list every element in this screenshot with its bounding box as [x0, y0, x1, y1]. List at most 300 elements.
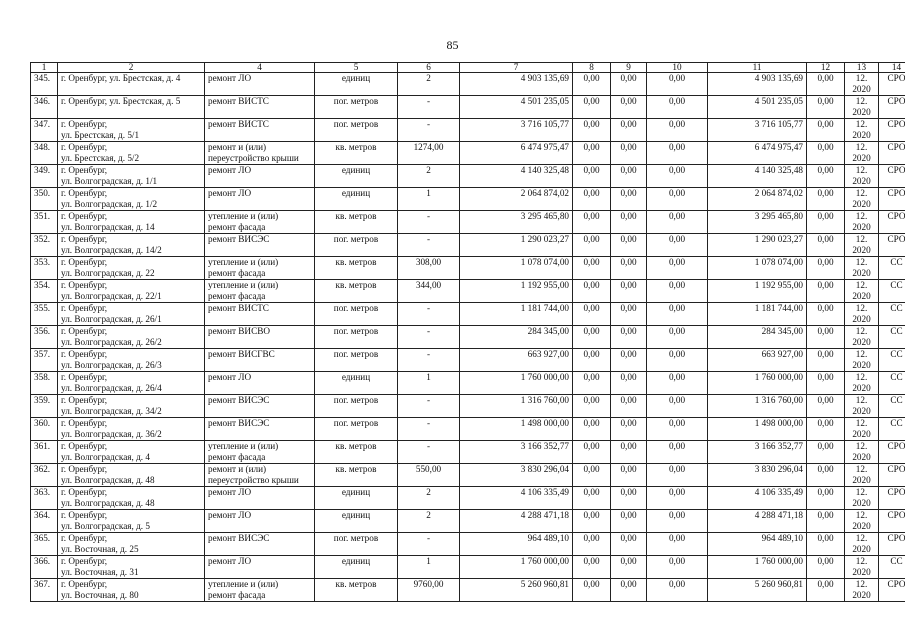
- table-body: [31, 73, 905, 602]
- amount-cell: 0,00: [647, 188, 708, 211]
- work-type-cell: ремонт ВИСЭС: [205, 234, 315, 257]
- address-cell: г. Оренбург, ул. Волгоградская, д. 1/1: [58, 165, 205, 188]
- work-type-cell: ремонт ВИСЭС: [205, 418, 315, 441]
- amount-cell: 0,00: [611, 372, 647, 395]
- completion-date-cell: 12. 2020: [845, 441, 879, 464]
- amount-cell: 0,00: [573, 119, 611, 142]
- row-number: 356.: [31, 326, 58, 349]
- fund-method-cell: СРО: [879, 165, 905, 188]
- total-cost-cell: 3 716 105,77: [460, 119, 573, 142]
- amount-cell: 0,00: [611, 142, 647, 165]
- amount-cell: 0,00: [807, 464, 845, 487]
- amount-cell: 0,00: [807, 372, 845, 395]
- amount-cell: 0,00: [573, 487, 611, 510]
- quantity-cell: 1274,00: [398, 142, 460, 165]
- work-type-cell: ремонт ВИСЭС: [205, 533, 315, 556]
- total-cost-cell: 5 260 960,81: [460, 579, 573, 602]
- row-number: 354.: [31, 280, 58, 303]
- amount-cell: 0,00: [573, 326, 611, 349]
- address-cell: г. Оренбург, ул. Волгоградская, д. 26/1: [58, 303, 205, 326]
- total-cost-cell: 663 927,00: [460, 349, 573, 372]
- amount-cell: 0,00: [647, 579, 708, 602]
- fund-cost-cell: 1 181 744,00: [708, 303, 807, 326]
- amount-cell: 0,00: [807, 234, 845, 257]
- fund-cost-cell: 1 760 000,00: [708, 556, 807, 579]
- unit-cell: единиц: [315, 188, 398, 211]
- amount-cell: 0,00: [647, 303, 708, 326]
- completion-date-cell: 12. 2020: [845, 188, 879, 211]
- fund-method-cell: СС: [879, 303, 905, 326]
- total-cost-cell: 1 760 000,00: [460, 372, 573, 395]
- amount-cell: 0,00: [647, 96, 708, 119]
- amount-cell: 0,00: [647, 119, 708, 142]
- table-row: [31, 234, 905, 257]
- fund-method-cell: СРО: [879, 441, 905, 464]
- fund-cost-cell: 4 288 471,18: [708, 510, 807, 533]
- amount-cell: 0,00: [573, 556, 611, 579]
- row-number: 346.: [31, 96, 58, 119]
- amount-cell: 0,00: [573, 96, 611, 119]
- amount-cell: 0,00: [807, 579, 845, 602]
- address-cell: г. Оренбург, ул. Волгоградская, д. 14/2: [58, 234, 205, 257]
- amount-cell: 0,00: [647, 234, 708, 257]
- work-type-cell: утепление и (или) ремонт фасада: [205, 211, 315, 234]
- amount-cell: 0,00: [573, 395, 611, 418]
- fund-cost-cell: 1 290 023,27: [708, 234, 807, 257]
- table-row: [31, 211, 905, 234]
- total-cost-cell: 1 192 955,00: [460, 280, 573, 303]
- total-cost-cell: 2 064 874,02: [460, 188, 573, 211]
- fund-cost-cell: 284 345,00: [708, 326, 807, 349]
- column-header: 13: [845, 63, 879, 73]
- total-cost-cell: 3 166 352,77: [460, 441, 573, 464]
- unit-cell: кв. метров: [315, 441, 398, 464]
- table-row: [31, 326, 905, 349]
- unit-cell: пог. метров: [315, 349, 398, 372]
- unit-cell: единиц: [315, 487, 398, 510]
- fund-cost-cell: 964 489,10: [708, 533, 807, 556]
- column-header: 4: [205, 63, 315, 73]
- amount-cell: 0,00: [647, 326, 708, 349]
- amount-cell: 0,00: [573, 464, 611, 487]
- amount-cell: 0,00: [573, 165, 611, 188]
- amount-cell: 0,00: [573, 211, 611, 234]
- amount-cell: 0,00: [807, 96, 845, 119]
- amount-cell: 0,00: [647, 487, 708, 510]
- work-type-cell: утепление и (или) ремонт фасада: [205, 280, 315, 303]
- fund-cost-cell: 3 295 465,80: [708, 211, 807, 234]
- fund-cost-cell: 3 166 352,77: [708, 441, 807, 464]
- amount-cell: 0,00: [611, 188, 647, 211]
- address-cell: г. Оренбург, ул. Волгоградская, д. 48: [58, 487, 205, 510]
- total-cost-cell: 1 316 760,00: [460, 395, 573, 418]
- fund-cost-cell: 1 498 000,00: [708, 418, 807, 441]
- unit-cell: единиц: [315, 73, 398, 96]
- address-cell: г. Оренбург, ул. Волгоградская, д. 26/4: [58, 372, 205, 395]
- completion-date-cell: 12. 2020: [845, 211, 879, 234]
- unit-cell: кв. метров: [315, 280, 398, 303]
- column-header: 12: [807, 63, 845, 73]
- amount-cell: 0,00: [611, 119, 647, 142]
- column-header: 1: [31, 63, 58, 73]
- unit-cell: пог. метров: [315, 303, 398, 326]
- completion-date-cell: 12. 2020: [845, 234, 879, 257]
- completion-date-cell: 12. 2020: [845, 372, 879, 395]
- table-row: [31, 303, 905, 326]
- work-type-cell: ремонт ВИСГВС: [205, 349, 315, 372]
- fund-cost-cell: 6 474 975,47: [708, 142, 807, 165]
- quantity-cell: 1: [398, 188, 460, 211]
- quantity-cell: -: [398, 441, 460, 464]
- amount-cell: 0,00: [611, 441, 647, 464]
- amount-cell: 0,00: [647, 73, 708, 96]
- total-cost-cell: 1 290 023,27: [460, 234, 573, 257]
- work-type-cell: ремонт ВИСТС: [205, 119, 315, 142]
- amount-cell: 0,00: [647, 533, 708, 556]
- address-cell: г. Оренбург, ул. Волгоградская, д. 1/2: [58, 188, 205, 211]
- unit-cell: кв. метров: [315, 142, 398, 165]
- completion-date-cell: 12. 2020: [845, 510, 879, 533]
- column-header: 2: [58, 63, 205, 73]
- amount-cell: 0,00: [611, 165, 647, 188]
- amount-cell: 0,00: [573, 280, 611, 303]
- column-header: 6: [398, 63, 460, 73]
- quantity-cell: 2: [398, 165, 460, 188]
- unit-cell: пог. метров: [315, 96, 398, 119]
- amount-cell: 0,00: [807, 441, 845, 464]
- completion-date-cell: 12. 2020: [845, 165, 879, 188]
- address-cell: г. Оренбург, ул. Волгоградская, д. 14: [58, 211, 205, 234]
- quantity-cell: -: [398, 96, 460, 119]
- completion-date-cell: 12. 2020: [845, 395, 879, 418]
- amount-cell: 0,00: [807, 326, 845, 349]
- table-row: [31, 119, 905, 142]
- amount-cell: 0,00: [611, 257, 647, 280]
- work-type-cell: ремонт и (или) переустройство крыши: [205, 464, 315, 487]
- address-cell: г. Оренбург, ул. Волгоградская, д. 34/2: [58, 395, 205, 418]
- amount-cell: 0,00: [611, 280, 647, 303]
- amount-cell: 0,00: [611, 349, 647, 372]
- table-row: [31, 556, 905, 579]
- amount-cell: 0,00: [647, 510, 708, 533]
- work-type-cell: утепление и (или) ремонт фасада: [205, 441, 315, 464]
- amount-cell: 0,00: [647, 556, 708, 579]
- unit-cell: пог. метров: [315, 533, 398, 556]
- unit-cell: единиц: [315, 510, 398, 533]
- quantity-cell: 308,00: [398, 257, 460, 280]
- row-number: 355.: [31, 303, 58, 326]
- amount-cell: 0,00: [573, 73, 611, 96]
- amount-cell: 0,00: [647, 165, 708, 188]
- work-type-cell: ремонт ЛО: [205, 510, 315, 533]
- fund-cost-cell: 3 830 296,04: [708, 464, 807, 487]
- amount-cell: 0,00: [647, 211, 708, 234]
- row-number: 366.: [31, 556, 58, 579]
- row-number: 361.: [31, 441, 58, 464]
- amount-cell: 0,00: [647, 395, 708, 418]
- fund-cost-cell: 4 106 335,49: [708, 487, 807, 510]
- completion-date-cell: 12. 2020: [845, 464, 879, 487]
- address-cell: г. Оренбург, ул. Волгоградская, д. 4: [58, 441, 205, 464]
- work-type-cell: ремонт ВИСВО: [205, 326, 315, 349]
- fund-method-cell: СРО: [879, 234, 905, 257]
- address-cell: г. Оренбург, ул. Волгоградская, д. 22/1: [58, 280, 205, 303]
- column-header: 14: [879, 63, 905, 73]
- row-number: 367.: [31, 579, 58, 602]
- work-type-cell: ремонт ВИСТС: [205, 303, 315, 326]
- table-row: [31, 96, 905, 119]
- completion-date-cell: 12. 2020: [845, 579, 879, 602]
- column-header: 5: [315, 63, 398, 73]
- amount-cell: 0,00: [611, 234, 647, 257]
- table-row: [31, 73, 905, 96]
- row-number: 352.: [31, 234, 58, 257]
- amount-cell: 0,00: [807, 303, 845, 326]
- fund-method-cell: СРО: [879, 211, 905, 234]
- address-cell: г. Оренбург, ул. Брестская, д. 5/1: [58, 119, 205, 142]
- address-cell: г. Оренбург, ул. Восточная, д. 80: [58, 579, 205, 602]
- unit-cell: пог. метров: [315, 418, 398, 441]
- completion-date-cell: 12. 2020: [845, 487, 879, 510]
- fund-method-cell: СРО: [879, 73, 905, 96]
- fund-cost-cell: 1 078 074,00: [708, 257, 807, 280]
- completion-date-cell: 12. 2020: [845, 142, 879, 165]
- table-row: [31, 257, 905, 280]
- amount-cell: 0,00: [611, 533, 647, 556]
- total-cost-cell: 4 140 325,48: [460, 165, 573, 188]
- row-number: 345.: [31, 73, 58, 96]
- amount-cell: 0,00: [807, 188, 845, 211]
- address-cell: г. Оренбург, ул. Брестская, д. 5: [58, 96, 205, 119]
- table-row: [31, 188, 905, 211]
- row-number: 363.: [31, 487, 58, 510]
- table-row: [31, 510, 905, 533]
- amount-cell: 0,00: [611, 303, 647, 326]
- unit-cell: пог. метров: [315, 119, 398, 142]
- work-type-cell: утепление и (или) ремонт фасада: [205, 579, 315, 602]
- address-cell: г. Оренбург, ул. Брестская, д. 5/2: [58, 142, 205, 165]
- quantity-cell: -: [398, 211, 460, 234]
- completion-date-cell: 12. 2020: [845, 280, 879, 303]
- row-number: 364.: [31, 510, 58, 533]
- completion-date-cell: 12. 2020: [845, 418, 879, 441]
- work-type-cell: ремонт ВИСЭС: [205, 395, 315, 418]
- address-cell: г. Оренбург, ул. Восточная, д. 31: [58, 556, 205, 579]
- amount-cell: 0,00: [807, 349, 845, 372]
- amount-cell: 0,00: [611, 73, 647, 96]
- amount-cell: 0,00: [573, 418, 611, 441]
- amount-cell: 0,00: [647, 142, 708, 165]
- completion-date-cell: 12. 2020: [845, 73, 879, 96]
- amount-cell: 0,00: [573, 257, 611, 280]
- total-cost-cell: 4 288 471,18: [460, 510, 573, 533]
- work-type-cell: ремонт ЛО: [205, 556, 315, 579]
- quantity-cell: -: [398, 326, 460, 349]
- amount-cell: 0,00: [647, 418, 708, 441]
- address-cell: г. Оренбург, ул. Волгоградская, д. 26/3: [58, 349, 205, 372]
- row-number: 348.: [31, 142, 58, 165]
- fund-method-cell: СС: [879, 349, 905, 372]
- table-row: [31, 395, 905, 418]
- total-cost-cell: 1 498 000,00: [460, 418, 573, 441]
- completion-date-cell: 12. 2020: [845, 257, 879, 280]
- quantity-cell: -: [398, 533, 460, 556]
- fund-method-cell: СРО: [879, 579, 905, 602]
- unit-cell: пог. метров: [315, 395, 398, 418]
- work-type-cell: ремонт и (или) переустройство крыши: [205, 142, 315, 165]
- amount-cell: 0,00: [647, 441, 708, 464]
- fund-method-cell: СС: [879, 556, 905, 579]
- unit-cell: кв. метров: [315, 211, 398, 234]
- row-number: 365.: [31, 533, 58, 556]
- amount-cell: 0,00: [611, 395, 647, 418]
- unit-cell: единиц: [315, 556, 398, 579]
- amount-cell: 0,00: [611, 579, 647, 602]
- fund-method-cell: СРО: [879, 487, 905, 510]
- total-cost-cell: 3 830 296,04: [460, 464, 573, 487]
- amount-cell: 0,00: [807, 119, 845, 142]
- work-type-cell: утепление и (или) ремонт фасада: [205, 257, 315, 280]
- total-cost-cell: 1 078 074,00: [460, 257, 573, 280]
- amount-cell: 0,00: [573, 188, 611, 211]
- quantity-cell: -: [398, 234, 460, 257]
- fund-cost-cell: 5 260 960,81: [708, 579, 807, 602]
- amount-cell: 0,00: [807, 533, 845, 556]
- row-number: 353.: [31, 257, 58, 280]
- work-type-cell: ремонт ЛО: [205, 73, 315, 96]
- quantity-cell: -: [398, 349, 460, 372]
- table-row: [31, 418, 905, 441]
- unit-cell: кв. метров: [315, 579, 398, 602]
- table-row: [31, 280, 905, 303]
- fund-method-cell: СРО: [879, 142, 905, 165]
- fund-cost-cell: 1 192 955,00: [708, 280, 807, 303]
- amount-cell: 0,00: [611, 464, 647, 487]
- table-row: [31, 533, 905, 556]
- row-number: 362.: [31, 464, 58, 487]
- row-number: 360.: [31, 418, 58, 441]
- amount-cell: 0,00: [573, 579, 611, 602]
- quantity-cell: 1: [398, 556, 460, 579]
- amount-cell: 0,00: [807, 73, 845, 96]
- address-cell: г. Оренбург, ул. Волгоградская, д. 22: [58, 257, 205, 280]
- address-cell: г. Оренбург, ул. Брестская, д. 4: [58, 73, 205, 96]
- amount-cell: 0,00: [807, 211, 845, 234]
- fund-method-cell: СРО: [879, 533, 905, 556]
- amount-cell: 0,00: [573, 142, 611, 165]
- address-cell: г. Оренбург, ул. Восточная, д. 25: [58, 533, 205, 556]
- amount-cell: 0,00: [807, 142, 845, 165]
- amount-cell: 0,00: [807, 165, 845, 188]
- total-cost-cell: 1 181 744,00: [460, 303, 573, 326]
- column-number-row: [31, 63, 905, 73]
- quantity-cell: 2: [398, 487, 460, 510]
- total-cost-cell: 4 903 135,69: [460, 73, 573, 96]
- table-row: [31, 441, 905, 464]
- fund-method-cell: СРО: [879, 188, 905, 211]
- quantity-cell: -: [398, 119, 460, 142]
- total-cost-cell: 4 501 235,05: [460, 96, 573, 119]
- total-cost-cell: 964 489,10: [460, 533, 573, 556]
- quantity-cell: -: [398, 418, 460, 441]
- quantity-cell: 2: [398, 73, 460, 96]
- fund-method-cell: СС: [879, 280, 905, 303]
- fund-cost-cell: 1 316 760,00: [708, 395, 807, 418]
- table-row: [31, 372, 905, 395]
- amount-cell: 0,00: [573, 349, 611, 372]
- amount-cell: 0,00: [807, 418, 845, 441]
- fund-cost-cell: 1 760 000,00: [708, 372, 807, 395]
- completion-date-cell: 12. 2020: [845, 349, 879, 372]
- work-type-cell: ремонт ЛО: [205, 372, 315, 395]
- fund-cost-cell: 4 140 325,48: [708, 165, 807, 188]
- table-row: [31, 487, 905, 510]
- fund-cost-cell: 2 064 874,02: [708, 188, 807, 211]
- amount-cell: 0,00: [611, 326, 647, 349]
- amount-cell: 0,00: [647, 464, 708, 487]
- unit-cell: единиц: [315, 372, 398, 395]
- row-number: 358.: [31, 372, 58, 395]
- fund-cost-cell: 4 501 235,05: [708, 96, 807, 119]
- fund-method-cell: СС: [879, 418, 905, 441]
- row-number: 351.: [31, 211, 58, 234]
- amount-cell: 0,00: [647, 372, 708, 395]
- address-cell: г. Оренбург, ул. Волгоградская, д. 48: [58, 464, 205, 487]
- amount-cell: 0,00: [611, 96, 647, 119]
- total-cost-cell: 284 345,00: [460, 326, 573, 349]
- total-cost-cell: 6 474 975,47: [460, 142, 573, 165]
- row-number: 350.: [31, 188, 58, 211]
- completion-date-cell: 12. 2020: [845, 533, 879, 556]
- fund-method-cell: СС: [879, 257, 905, 280]
- amount-cell: 0,00: [647, 280, 708, 303]
- unit-cell: кв. метров: [315, 257, 398, 280]
- amount-cell: 0,00: [647, 349, 708, 372]
- completion-date-cell: 12. 2020: [845, 96, 879, 119]
- address-cell: г. Оренбург, ул. Волгоградская, д. 26/2: [58, 326, 205, 349]
- column-header: 7: [460, 63, 573, 73]
- fund-cost-cell: 663 927,00: [708, 349, 807, 372]
- table-row: [31, 349, 905, 372]
- amount-cell: 0,00: [807, 556, 845, 579]
- unit-cell: пог. метров: [315, 234, 398, 257]
- total-cost-cell: 3 295 465,80: [460, 211, 573, 234]
- address-cell: г. Оренбург, ул. Волгоградская, д. 5: [58, 510, 205, 533]
- capital-repair-table: [30, 62, 905, 602]
- completion-date-cell: 12. 2020: [845, 326, 879, 349]
- fund-cost-cell: 4 903 135,69: [708, 73, 807, 96]
- table-row: [31, 464, 905, 487]
- page-number: 85: [446, 38, 459, 52]
- fund-method-cell: СС: [879, 326, 905, 349]
- column-header: 10: [647, 63, 708, 73]
- fund-method-cell: СС: [879, 372, 905, 395]
- row-number: 357.: [31, 349, 58, 372]
- amount-cell: 0,00: [807, 510, 845, 533]
- completion-date-cell: 12. 2020: [845, 556, 879, 579]
- table-row: [31, 142, 905, 165]
- column-header: 11: [708, 63, 807, 73]
- unit-cell: пог. метров: [315, 326, 398, 349]
- fund-method-cell: СРО: [879, 96, 905, 119]
- fund-method-cell: СС: [879, 395, 905, 418]
- work-type-cell: ремонт ЛО: [205, 165, 315, 188]
- amount-cell: 0,00: [573, 441, 611, 464]
- fund-method-cell: СРО: [879, 119, 905, 142]
- row-number: 349.: [31, 165, 58, 188]
- row-number: 347.: [31, 119, 58, 142]
- amount-cell: 0,00: [611, 510, 647, 533]
